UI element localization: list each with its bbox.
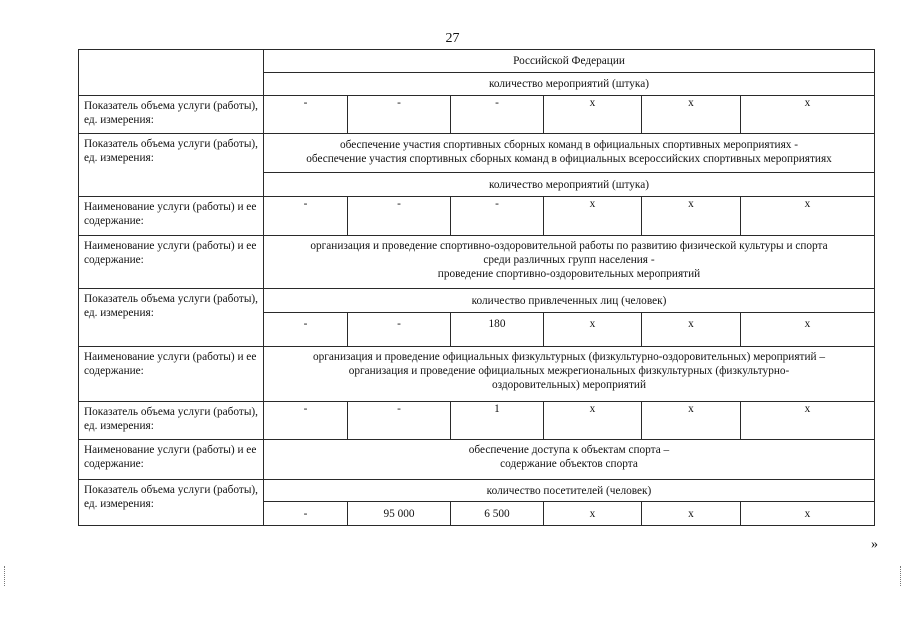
row-label: Наименование услуги (работы) и ее содержание:: [79, 197, 264, 236]
value-cell: -: [264, 402, 348, 440]
service-line: обеспечение участия спортивных сборных команд в официальных всероссийских спортивных мероприятиях: [306, 153, 832, 165]
table-row: [79, 289, 875, 313]
row-label: Наименование услуги (работы) и ее содержание:: [79, 440, 264, 480]
continuation-quote-mark: »: [871, 537, 878, 552]
value-cell: x: [544, 502, 642, 526]
row-label: Показатель объема услуги (работы), ед. измерения:: [79, 289, 264, 347]
value-cell: -: [348, 313, 451, 347]
value-cell: x: [642, 313, 741, 347]
value-cell: x: [544, 402, 642, 440]
service-line: обеспечение участия спортивных сборных команд в официальных спортивных мероприятиях -: [339, 139, 799, 151]
unit-header-cell: количество привлеченных лиц (человек): [264, 289, 875, 313]
value-cell: -: [451, 96, 544, 134]
row-label: Наименование услуги (работы) и ее содержание:: [79, 347, 264, 402]
value-cell: 1: [451, 402, 544, 440]
service-table: [78, 49, 875, 526]
value-cell: x: [741, 197, 875, 236]
row-label: Показатель объема услуги (работы), ед. измерения:: [79, 480, 264, 526]
table-row: [79, 440, 875, 480]
value-cell: -: [264, 96, 348, 134]
value-cell: -: [264, 502, 348, 526]
table-row: [79, 50, 875, 73]
table-row: [79, 96, 875, 134]
service-name-cell: [264, 236, 875, 289]
value-cell: 95 000: [348, 502, 451, 526]
value-cell: -: [264, 313, 348, 347]
value-cell: 180: [451, 313, 544, 347]
empty-header-cell: [79, 50, 264, 96]
row-label: Показатель объема услуги (работы), ед. измерения:: [79, 96, 264, 134]
page-number: 27: [445, 31, 460, 46]
value-cell: x: [642, 502, 741, 526]
service-name-cell: [264, 440, 875, 480]
value-cell: x: [741, 502, 875, 526]
value-cell: -: [348, 197, 451, 236]
service-line: содержание объектов спорта: [500, 458, 638, 470]
row-label: Показатель объема услуги (работы), ед. измерения:: [79, 134, 264, 197]
service-name-cell: [264, 347, 875, 402]
value-cell: x: [544, 96, 642, 134]
service-line: проведение спортивно-оздоровительных мероприятий: [437, 268, 701, 280]
header-cell: Российской Федерации: [264, 50, 875, 73]
row-label: Показатель объема услуги (работы), ед. измерения:: [79, 402, 264, 440]
value-cell: -: [264, 197, 348, 236]
right-margin-mark: [900, 566, 902, 586]
table-row: [79, 236, 875, 289]
value-cell: -: [348, 402, 451, 440]
value-cell: x: [544, 197, 642, 236]
table-row: [79, 402, 875, 440]
value-cell: -: [348, 96, 451, 134]
service-line: организация и проведение официальных межрегиональных физкультурных (физкультурно-: [348, 365, 790, 377]
service-line: среди различных групп населения -: [483, 254, 655, 266]
value-cell: x: [741, 96, 875, 134]
unit-header-cell: количество посетителей (человек): [264, 480, 875, 502]
value-cell: x: [642, 197, 741, 236]
value-cell: 6 500: [451, 502, 544, 526]
unit-header-cell: количество мероприятий (штука): [264, 73, 875, 96]
value-cell: x: [741, 313, 875, 347]
value-cell: -: [451, 197, 544, 236]
service-line: обеспечение доступа к объектам спорта –: [468, 444, 670, 456]
value-cell: x: [642, 402, 741, 440]
service-line: организация и проведение спортивно-оздоровительной работы по развитию физической культуры и спорта: [310, 240, 828, 252]
service-name-cell: [264, 134, 875, 173]
row-label: Наименование услуги (работы) и ее содержание:: [79, 236, 264, 289]
service-line: организация и проведение официальных физкультурных (физкультурно-оздоровительных) мероприятий –: [312, 351, 826, 363]
value-cell: x: [741, 402, 875, 440]
service-line: оздоровительных) мероприятий: [491, 379, 646, 391]
unit-header-cell: количество мероприятий (штука): [264, 173, 875, 197]
table-row: [79, 480, 875, 502]
value-cell: x: [544, 313, 642, 347]
table-row: [79, 134, 875, 173]
left-margin-mark: [4, 566, 6, 586]
value-cell: x: [642, 96, 741, 134]
table-row: [79, 347, 875, 402]
table-row: [79, 197, 875, 236]
